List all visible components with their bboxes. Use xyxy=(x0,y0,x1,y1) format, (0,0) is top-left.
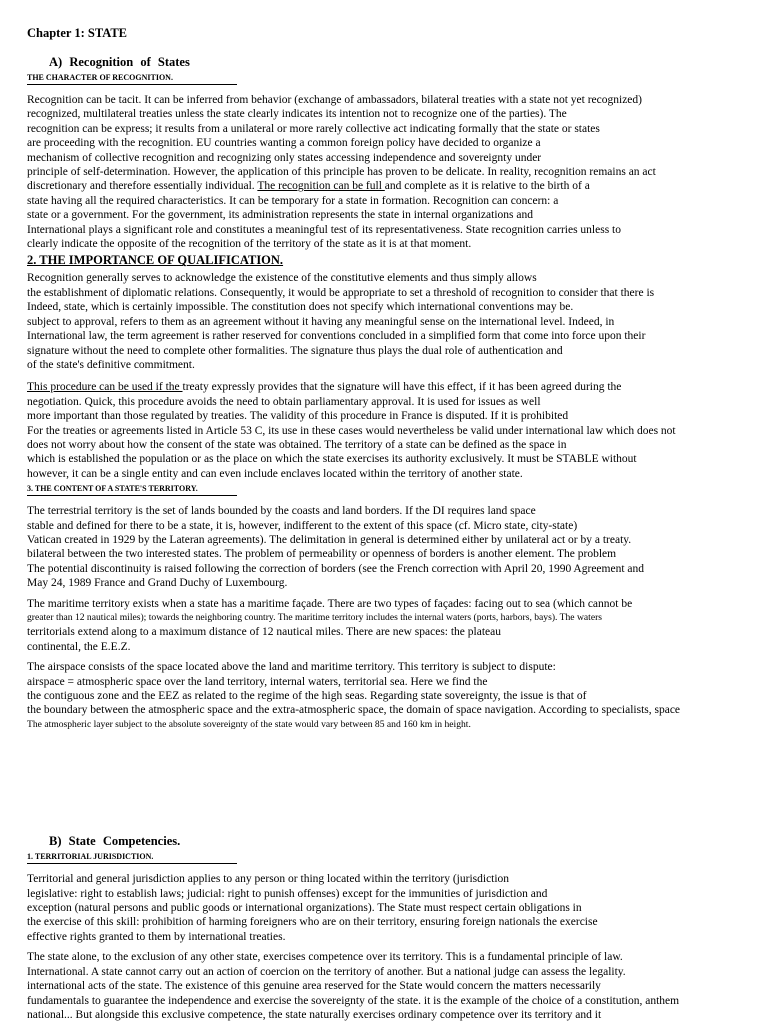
text-line: signature without the need to complete other formalities. The signature thus plays the dual role of authentication and xyxy=(27,344,563,357)
text-line: negotiation. Quick, this procedure avoids the need to obtain parliamentary approval. It is used for issues as well xyxy=(27,395,541,408)
text-line: national... But alongside this exclusive competence, the state naturally exercises ordinary competence over its territory and it xyxy=(27,1008,602,1021)
text-line: greater than 12 nautical miles); towards the neighboring country. The maritime territory includes the internal waters (ports, harbors, bays). The waters xyxy=(27,612,603,623)
text-line: state having all the required characteristics. It can be temporary for a state in formation. Recognition can concern: a xyxy=(27,194,559,207)
paragraph-airspace xyxy=(27,660,765,732)
text-line: effective rights granted to them by international treaties. xyxy=(27,930,286,943)
paragraph-territorial-jurisdiction xyxy=(27,872,765,944)
paragraph-terrestrial-territory xyxy=(27,504,765,590)
text-line xyxy=(27,179,765,193)
text-line: International law, the term agreement is rather reserved for conventions concluded in a simplified form that come into force upon their xyxy=(27,330,646,343)
text-line: International. A state cannot carry out an action of coercion on the territory of another. But a national judge can assess the legality. xyxy=(27,965,626,978)
text-line xyxy=(27,380,765,394)
text-line: the contiguous zone and the EEZ as related to the regime of the high seas. Regarding state sovereignty, the issue is that of xyxy=(27,690,587,703)
text-line: For the treaties or agreements listed in Article 53 C, its use in these cases would nevertheless be valid under international law which does not xyxy=(27,424,676,437)
text-line: are proceeding with the recognition. EU countries wanting a common foreign policy have decided to organize a xyxy=(27,137,541,150)
text-line: state or a government. For the government, its administration represents the state in internal organizations and xyxy=(27,209,533,222)
subheading-territorial-jurisdiction: 1. TERRITORIAL JURISDICTION. xyxy=(27,852,237,864)
text-fragment: and complete as it is relative to the birth of a xyxy=(384,180,590,193)
section-b-heading: B) State Competencies. xyxy=(49,834,181,849)
text-line: subject to approval, refers to them as an agreement without it having any meaningful sense on the international level. Indeed, in xyxy=(27,315,615,328)
text-line: principle of self-determination. However, the application of this principle has proven to be delicate. In reality, recognition remains an act xyxy=(27,166,656,179)
text-line: Indeed, state, which is certainly impossible. The constitution does not specify which international conventions may be. xyxy=(27,301,574,314)
text-line: fundamentals to guarantee the independence and exercise the sovereignty of the state. it is the example of the choice of a constitution, anthem xyxy=(27,994,680,1007)
text-line: exception (natural persons and public goods or international organizations). The State must respect certain obligations in xyxy=(27,902,582,915)
text-fragment: discretionary and therefore essentially individual. xyxy=(27,180,258,193)
text-line: however, it can be a single entity and can even include enclaves located within the territory of another state. xyxy=(27,467,523,480)
text-line: The maritime territory exists when a state has a maritime façade. There are two types of façades: facing out to sea (which cannot be xyxy=(27,597,633,610)
underlined-phrase: This procedure can be used if the xyxy=(27,381,183,394)
text-line: The state alone, to the exclusion of any other state, exercises competence over its territory. This is a fundamental principle of law. xyxy=(27,951,623,964)
text-line: May 24, 1989 France and Grand Duchy of Luxembourg. xyxy=(27,577,288,590)
paragraph-recognition xyxy=(27,93,765,251)
text-line: does not worry about how the consent of the state was obtained. The territory of a state can be defined as the space in xyxy=(27,438,567,451)
text-line: the exercise of this skill: prohibition of harming foreigners who are on their territory, ensuring foreign nationals the exercise xyxy=(27,916,598,929)
text-line: recognized, multilateral treaties unless the state clearly indicates its intention not to recognize one of the parties). The xyxy=(27,108,567,121)
text-line: which is established the population or as the place on which the state exercises its authority exclusively. It must be STABLE without xyxy=(27,453,637,466)
text-line: Vatican created in 1929 by the Lateran agreements). The delimitation in general is determined either by unilateral act or by a treaty. xyxy=(27,533,632,546)
text-line: the boundary between the atmospheric space and the extra-atmospheric space, the domain of space navigation. According to specialists, space xyxy=(27,704,681,717)
text-line: legislative: right to establish laws; judicial: right to punish offenses) except for the immunities of jurisdiction and xyxy=(27,887,548,900)
text-line: clearly indicate the opposite of the recognition of the territory of the state as it is at that moment. xyxy=(27,238,472,251)
text-line: The atmospheric layer subject to the absolute sovereignty of the state would vary between 85 and 160 km in height. xyxy=(27,718,471,730)
section-a-heading: A) Recognition of States xyxy=(49,55,190,69)
text-line: international acts of the state. The existence of this genuine area reserved for the State would concern the matters necessarily xyxy=(27,980,601,993)
text-line: International plays a significant role and constitutes a meaningful test of its representativeness. State recognition carries unless to xyxy=(27,223,621,236)
text-line: stable and defined for there to be a state, it is, however, indifferent to the extent of this space (cf. Micro state, city-state) xyxy=(27,519,578,532)
paragraph-qualification xyxy=(27,271,765,372)
text-line: The terrestrial territory is the set of lands bounded by the coasts and land borders. If the DI requires land space xyxy=(27,505,536,518)
paragraph-exclusive-competence xyxy=(27,950,765,1022)
text-line: Recognition generally serves to acknowledge the existence of the constitutive elements and thus simply allows xyxy=(27,272,537,285)
text-line: Territorial and general jurisdiction applies to any person or thing located within the territory (jurisdiction xyxy=(27,873,510,886)
text-line: continental, the E.E.Z. xyxy=(27,640,131,653)
chapter-title: Chapter 1: STATE xyxy=(27,26,128,40)
underlined-phrase: The recognition can be full xyxy=(257,180,385,193)
text-line: mechanism of collective recognition and recognizing only states accessing independence and sovereignty under xyxy=(27,151,542,164)
text-line: airspace = atmospheric space over the land territory, internal waters, territorial sea. Here we find the xyxy=(27,675,488,688)
subheading-character-of-recognition: THE CHARACTER OF RECOGNITION. xyxy=(27,73,237,85)
text-line: Recognition can be tacit. It can be inferred from behavior (exchange of ambassadors, bilateral treaties with a state not yet recognized) xyxy=(27,94,642,106)
text-line: The potential discontinuity is raised following the correction of borders (see the French correction with April 20, 1990 Agreement and xyxy=(27,562,645,575)
subheading-content-of-territory: 3. THE CONTENT OF A STATE'S TERRITORY. xyxy=(27,484,237,496)
text-line: territorials extend along to a maximum distance of 12 nautical miles. There are new spaces: the plateau xyxy=(27,626,501,639)
text-line: recognition can be express; it results from a unilateral or more rarely collective act indicating formally that the state or states xyxy=(27,122,600,135)
text-fragment: treaty expressly provides that the signature will have this effect, if it has been agreed during the xyxy=(182,381,622,394)
heading-importance-of-qualification: 2. THE IMPORTANCE OF QUALIFICATION. xyxy=(27,253,284,268)
blank-space xyxy=(27,732,765,820)
text-line: of the state's definitive commitment. xyxy=(27,358,195,371)
text-line: more important than those regulated by treaties. The validity of this procedure in France is disputed. If it is prohibited xyxy=(27,410,569,423)
paragraph-procedure xyxy=(27,380,765,481)
text-line: bilateral between the two interested states. The problem of permeability or openness of borders is another element. The problem xyxy=(27,548,617,561)
document-page xyxy=(27,26,765,1022)
text-line: The airspace consists of the space located above the land and maritime territory. This territory is subject to dispute: xyxy=(27,661,556,674)
text-line: the establishment of diplomatic relations. Consequently, it would be appropriate to set a threshold of recognition to consider that there is xyxy=(27,286,655,299)
paragraph-maritime-territory xyxy=(27,597,765,655)
